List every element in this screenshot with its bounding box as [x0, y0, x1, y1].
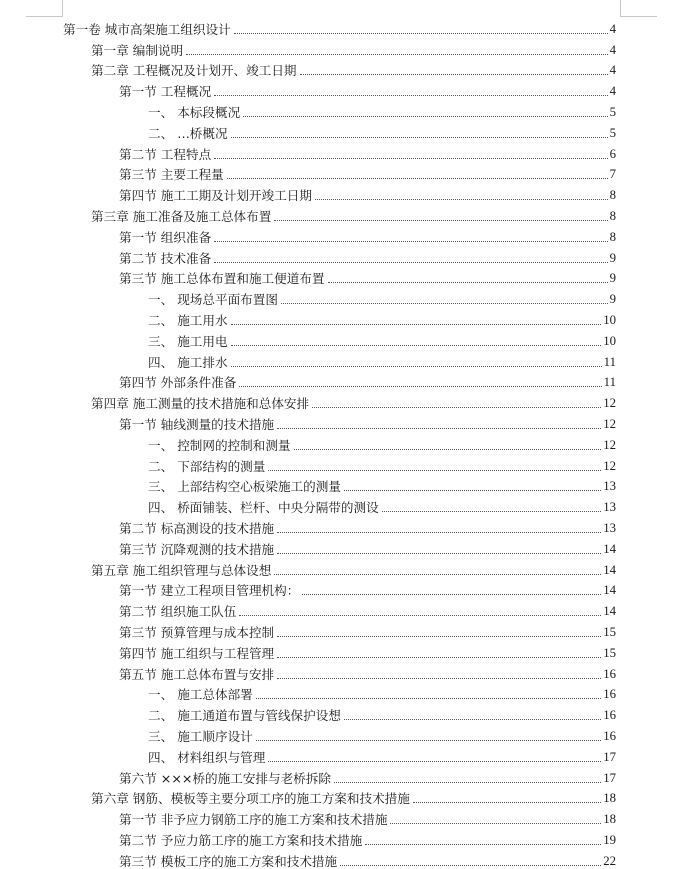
toc-entry[interactable] — [148, 286, 616, 307]
toc-page-number: 4 — [609, 84, 616, 99]
toc-entry[interactable] — [148, 494, 616, 515]
toc-page-number: 15 — [603, 645, 616, 660]
dot-leader — [277, 553, 601, 554]
toc-entry-title: 三、 施工顺序设计 — [148, 728, 253, 744]
dot-leader — [277, 532, 601, 533]
dot-leader — [281, 303, 608, 304]
toc-entry-title: 二、 施工用水 — [148, 312, 228, 328]
dot-leader — [231, 324, 602, 325]
toc-page-number: 13 — [603, 500, 616, 515]
dot-leader — [234, 33, 608, 34]
toc-page-number: 6 — [609, 146, 616, 161]
toc-page-number: 4 — [609, 63, 616, 78]
toc-entry-title: 第三节 施工总体布置和施工便道布置 — [119, 271, 325, 287]
toc-entry-title: 第三章 施工准备及施工总体布置 — [91, 208, 272, 224]
toc-entry[interactable] — [148, 744, 616, 765]
toc-entry[interactable] — [119, 640, 616, 661]
toc-entry[interactable] — [119, 515, 616, 536]
toc-entry-title: 二、 下部结构的测量 — [148, 458, 266, 474]
toc-entry-title: 第二章 工程概况及计划开、竣工日期 — [91, 63, 297, 79]
toc-page-number: 16 — [603, 728, 616, 743]
toc-entry[interactable] — [63, 16, 616, 37]
toc-page-number: 10 — [603, 333, 616, 348]
toc-entry-title: 第三节 主要工程量 — [119, 167, 224, 183]
dot-leader — [186, 54, 607, 55]
toc-page-number: 14 — [603, 604, 616, 619]
toc-entry-title: 三、 上部结构空心板梁施工的测量 — [148, 479, 341, 495]
toc-entry[interactable] — [119, 536, 616, 557]
toc-page-number: 12 — [603, 458, 616, 473]
toc-page-number: 17 — [603, 749, 616, 764]
toc-entry-title: 三、 施工用电 — [148, 333, 228, 349]
toc-entry-title: 第一节 建立工程项目管理机构： — [119, 583, 300, 599]
toc-entry-title: 第四节 外部条件准备 — [119, 375, 237, 391]
toc-page-number: 16 — [603, 708, 616, 723]
toc-page-number: 17 — [603, 770, 616, 785]
toc-page-number: 12 — [603, 416, 616, 431]
toc-page-number: 4 — [609, 42, 616, 57]
toc-entry-title: 第二节 技术准备 — [119, 250, 212, 266]
toc-page-number: 16 — [603, 687, 616, 702]
toc-page-number: 11 — [603, 375, 616, 390]
dot-leader — [382, 511, 602, 512]
page-corner-mark-right — [620, 0, 657, 17]
toc-entry-title: 第二节 组织施工队伍 — [119, 604, 237, 620]
toc-entry-title: 第一节 轴线测量的技术措施 — [119, 416, 275, 432]
toc-page-number: 14 — [603, 562, 616, 577]
toc-entry[interactable] — [148, 453, 616, 474]
toc-entry[interactable] — [148, 349, 616, 370]
toc-entry[interactable] — [91, 786, 616, 807]
toc-entry-title: 四、 桥面铺装、栏杆、中央分隔带的测设 — [148, 500, 379, 516]
toc-entry[interactable] — [148, 432, 616, 453]
toc-entry[interactable] — [119, 411, 616, 432]
toc-entry-title: 四、 施工排水 — [148, 354, 228, 370]
toc-page-number: 19 — [603, 832, 616, 847]
dot-leader — [231, 366, 602, 367]
toc-entry-title: 第三节 沉降观测的技术措施 — [119, 541, 275, 557]
toc-entry-title: 第三节 模板工序的施工方案和技术措施 — [119, 853, 338, 869]
toc-entry-title: 第四节 施工工期及计划开竣工日期 — [119, 188, 312, 204]
toc-entry[interactable] — [148, 120, 616, 141]
toc-entry-title: 第四章 施工测量的技术措施和总体安排 — [91, 396, 310, 412]
toc-entry[interactable] — [119, 806, 616, 827]
dot-leader — [214, 262, 607, 263]
toc-entry[interactable] — [119, 827, 616, 848]
dot-leader — [274, 574, 601, 575]
toc-entry[interactable] — [119, 370, 616, 391]
toc-page-number: 15 — [603, 624, 616, 639]
toc-entry-title: 第一节 组织准备 — [119, 229, 212, 245]
toc-entry-title: 第五章 施工组织管理与总体设想 — [91, 562, 272, 578]
toc-entry[interactable] — [119, 266, 616, 287]
toc-entry[interactable] — [148, 99, 616, 120]
dot-leader — [315, 199, 608, 200]
dot-leader — [268, 761, 601, 762]
toc-entry[interactable] — [91, 390, 616, 411]
toc-page-number: 9 — [609, 292, 616, 307]
toc-entry[interactable] — [91, 58, 616, 79]
toc-page-number: 10 — [603, 312, 616, 327]
toc-page-number: 4 — [609, 21, 616, 36]
toc-entry-title: 第一节 非予应力钢筋工序的施工方案和技术措施 — [119, 812, 388, 828]
toc-page-number: 18 — [603, 812, 616, 827]
toc-entry-title: 第二节 予应力筋工序的施工方案和技术措施 — [119, 832, 363, 848]
toc-page-number: 14 — [603, 541, 616, 556]
dot-leader — [268, 470, 601, 471]
toc-entry[interactable] — [91, 557, 616, 578]
toc-page-number: 12 — [603, 396, 616, 411]
dot-leader — [239, 615, 601, 616]
toc-page-number: 7 — [609, 167, 616, 182]
dot-leader — [214, 158, 607, 159]
toc-entry[interactable] — [119, 765, 616, 786]
dot-leader — [243, 116, 607, 117]
toc-entry-title: 一、 控制网的控制和测量 — [148, 437, 291, 453]
dot-leader — [277, 428, 601, 429]
toc-entry-title: 第一卷 城市高架施工组织设计 — [63, 21, 231, 37]
toc-page-number: 8 — [609, 229, 616, 244]
toc-entry[interactable] — [119, 578, 616, 599]
toc-page-number: 16 — [603, 666, 616, 681]
dot-leader — [312, 407, 601, 408]
toc-entry-title: 第二节 工程特点 — [119, 146, 212, 162]
dot-leader — [231, 137, 608, 138]
toc-page-number: 8 — [609, 208, 616, 223]
toc-entry[interactable] — [148, 328, 616, 349]
toc-entry[interactable] — [148, 702, 616, 723]
toc-entry[interactable] — [119, 141, 616, 162]
toc-page-number: 13 — [603, 479, 616, 494]
dot-leader — [214, 95, 607, 96]
toc-page-number: 5 — [609, 104, 616, 119]
toc-entry-title: 二、 施工通道布置与管线保护设想 — [148, 708, 341, 724]
dot-leader — [344, 490, 601, 491]
toc-entry[interactable] — [119, 245, 616, 266]
toc-entry[interactable] — [148, 307, 616, 328]
dot-leader — [300, 74, 608, 75]
toc-page-number: 8 — [609, 188, 616, 203]
toc-entry[interactable] — [148, 723, 616, 744]
toc-entry-title: 第六节 ×××桥的施工安排与老桥拆除 — [119, 770, 331, 786]
toc-page-number: 14 — [603, 583, 616, 598]
toc-entry[interactable] — [91, 37, 616, 58]
dot-leader — [413, 802, 601, 803]
toc-entry-title: 第五节 施工总体布置与安排 — [119, 666, 275, 682]
dot-leader — [227, 178, 608, 179]
dot-leader — [277, 636, 601, 637]
dot-leader — [344, 719, 601, 720]
dot-leader — [277, 678, 601, 679]
toc-entry-title: 第四节 施工组织与工程管理 — [119, 645, 275, 661]
dot-leader — [277, 657, 601, 658]
toc-page-number: 12 — [603, 437, 616, 452]
toc-entry[interactable] — [119, 162, 616, 183]
dot-leader — [328, 282, 608, 283]
dot-leader — [231, 345, 602, 346]
toc-entry[interactable] — [91, 203, 616, 224]
toc-entry[interactable] — [119, 224, 616, 245]
page-corner-mark-left — [26, 0, 63, 17]
dot-leader — [214, 241, 607, 242]
dot-leader — [365, 844, 601, 845]
toc-entry[interactable] — [119, 661, 616, 682]
toc-entry-title: 一、 施工总体部署 — [148, 687, 253, 703]
toc-page-number: 13 — [603, 520, 616, 535]
toc-entry-title: 第二节 标高测设的技术措施 — [119, 520, 275, 536]
dot-leader — [256, 698, 601, 699]
toc-entry-title: 二、 …桥概况 — [148, 125, 228, 141]
toc-entry[interactable] — [148, 682, 616, 703]
dot-leader — [302, 594, 601, 595]
toc-entry-title: 第三节 预算管理与成本控制 — [119, 624, 275, 640]
dot-leader — [256, 740, 601, 741]
toc-entry-title: 第一章 编制说明 — [91, 42, 184, 58]
toc-entry-title: 四、 材料组织与管理 — [148, 749, 266, 765]
dot-leader — [294, 449, 602, 450]
toc-entry[interactable] — [119, 598, 616, 619]
toc-entry[interactable] — [119, 619, 616, 640]
dot-leader — [274, 220, 607, 221]
toc-entry-title: 第一节 工程概况 — [119, 84, 212, 100]
toc-entry-title: 一、 现场总平面布置图 — [148, 292, 278, 308]
toc-entry[interactable] — [119, 78, 616, 99]
toc-entry[interactable] — [119, 848, 616, 869]
toc-page-number: 11 — [603, 354, 616, 369]
toc-entry-title: 第六章 钢筋、模板等主要分项工序的施工方案和技术措施 — [91, 791, 410, 807]
dot-leader — [239, 386, 601, 387]
toc-entry[interactable] — [119, 182, 616, 203]
toc-entry-title: 一、 本标段概况 — [148, 104, 241, 120]
toc-page-number: 5 — [609, 125, 616, 140]
toc-page-number: 9 — [609, 271, 616, 286]
toc-page-number: 22 — [603, 853, 616, 868]
dot-leader — [390, 823, 601, 824]
toc-page-number: 9 — [609, 250, 616, 265]
toc-page-number: 18 — [603, 791, 616, 806]
toc-entry[interactable] — [148, 474, 616, 495]
dot-leader — [334, 782, 601, 783]
